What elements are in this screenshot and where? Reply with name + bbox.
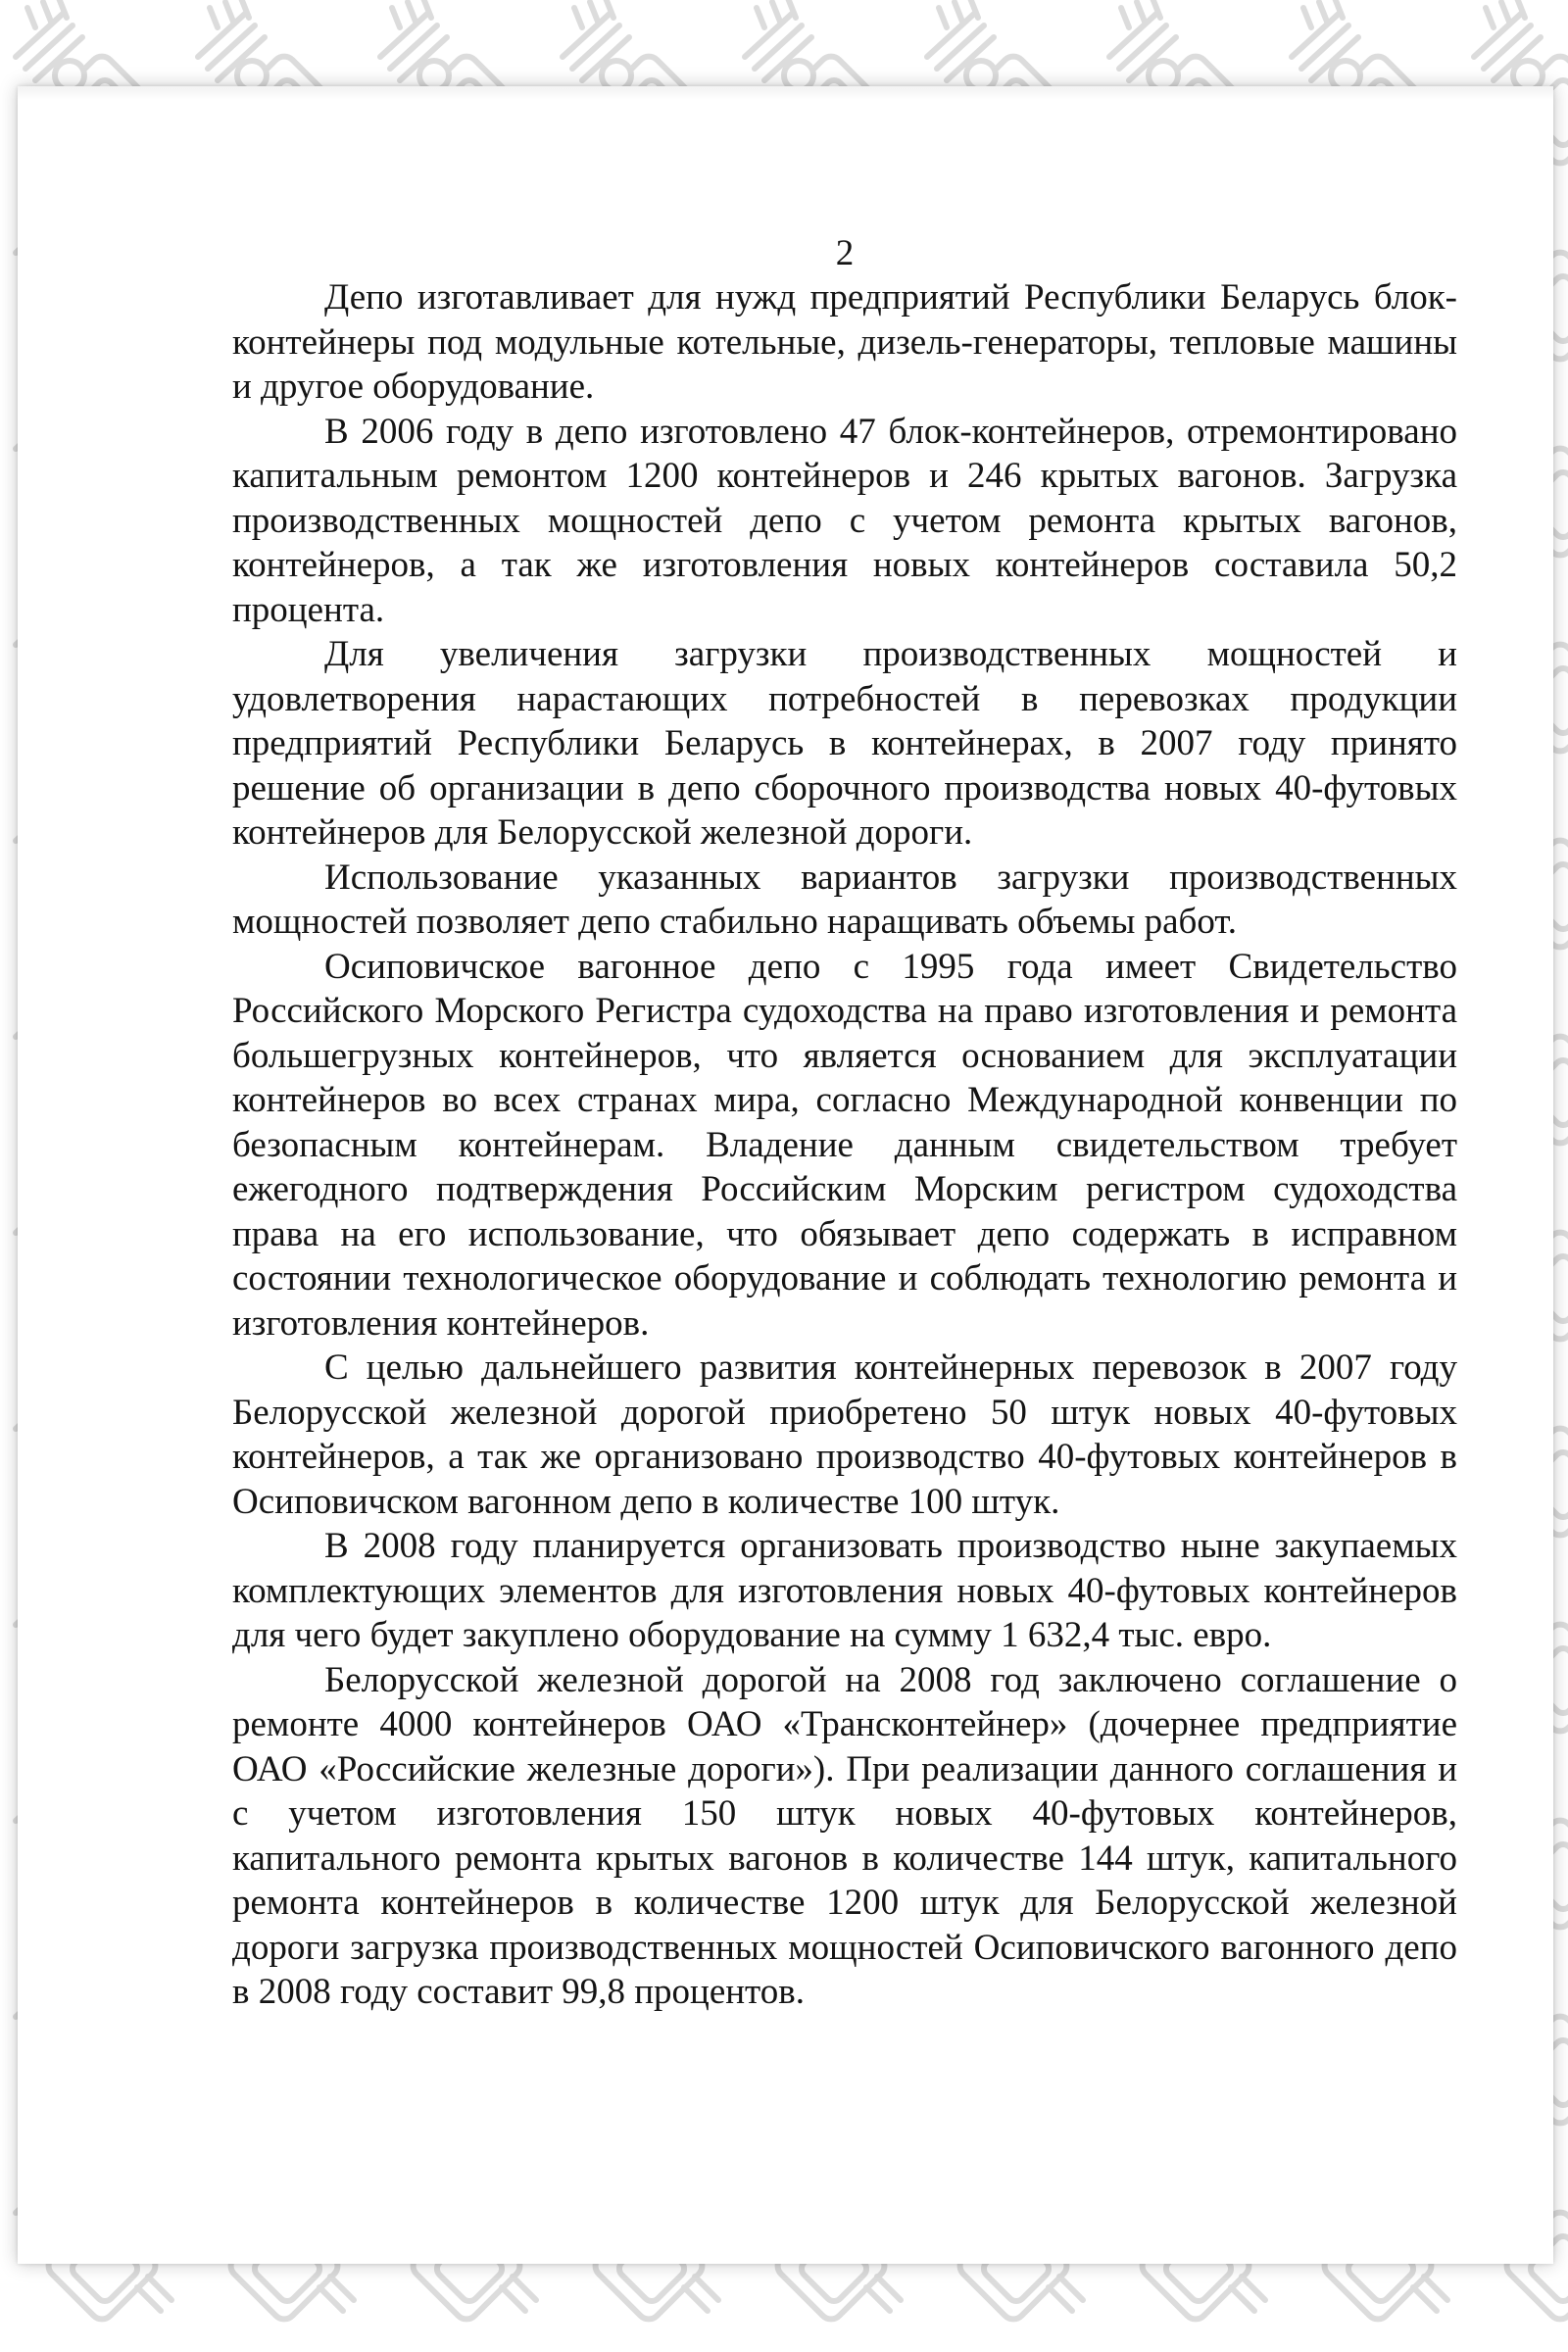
page-number: 2	[835, 233, 855, 273]
paragraph-capacity-usage: Использование указанных вариантов загрузки производственных мощностей позволяет депо стабильно наращивать объемы работ.	[232, 857, 1457, 942]
paragraph-2006-output: В 2006 году в депо изготовлено 47 блок-контейнеров, отремонтировано капитальным ремонтом 1200 контейнеров и 246 крытых вагонов. Загрузка производственных мощностей депо с учетом ремонта крытых вагонов, контейнеров, а так же изготовления новых контейнеров составила 50,2 процента.	[232, 411, 1457, 630]
paragraph-2008-agreement: Белорусской железной дорогой на 2008 год заключено соглашение о ремонте 4000 контейнеров ОАО «Трансконтейнер» (дочернее предприятие ОАО «Российские железные дороги»). При реализации данного соглашения и с учетом изготовления 150 штук новых 40-футовых контейнеров, капитального ремонта крытых вагонов в количестве 144 штук, капитального ремонта контейнеров в количестве 1200 штук для Белорусской железной дороги загрузка производственных мощностей Осиповичского вагонного депо в 2008 году составит 99,8 процентов.	[232, 1659, 1457, 2012]
paragraph-2007-decision: Для увеличения загрузки производственных мощностей и удовлетворения нарастающих потребностей в перевозках продукции предприятий Республики Беларусь в контейнерах, в 2007 году принято решение об организации в депо сборочного производства новых 40-футовых контейнеров для Белорусской железной дороги.	[232, 634, 1457, 853]
paragraph-2007-purchases: С целью дальнейшего развития контейнерных перевозок в 2007 году Белорусской железной дорогой приобретено 50 штук новых 40-футовых контейнеров, а так же организовано производство 40-футовых контейнеров в Осиповичском вагонном депо в количестве 100 штук.	[232, 1348, 1457, 1522]
paragraph-register-certificate: Осиповичское вагонное депо с 1995 года имеет Свидетельство Российского Морского Регистра судоходства на право изготовления и ремонта большегрузных контейнеров, что является основанием для эксплуатации контейнеров во всех странах мира, согласно Международной конвенции по безопасным контейнерам. Владение данным свидетельством требует ежегодного подтверждения Российским Морским регистром судоходства права на его использование, что обязывает депо содержать в исправном состоянии технологическое оборудование и соблюдать технологию ремонта и изготовления контейнеров.	[232, 946, 1457, 1344]
paragraph-depot-products: Депо изготавливает для нужд предприятий Республики Беларусь блок-контейнеры под модульные котельные, дизель-генераторы, тепловые машины и другое оборудование.	[232, 277, 1457, 407]
paragraph-2008-plans: В 2008 году планируется организовать производство ныне закупаемых комплектующих элементов для изготовления новых 40-футовых контейнеров для чего будет закуплено оборудование на сумму 1 632,4 тыс. евро.	[232, 1526, 1457, 1655]
page-sheet	[18, 86, 1553, 2264]
